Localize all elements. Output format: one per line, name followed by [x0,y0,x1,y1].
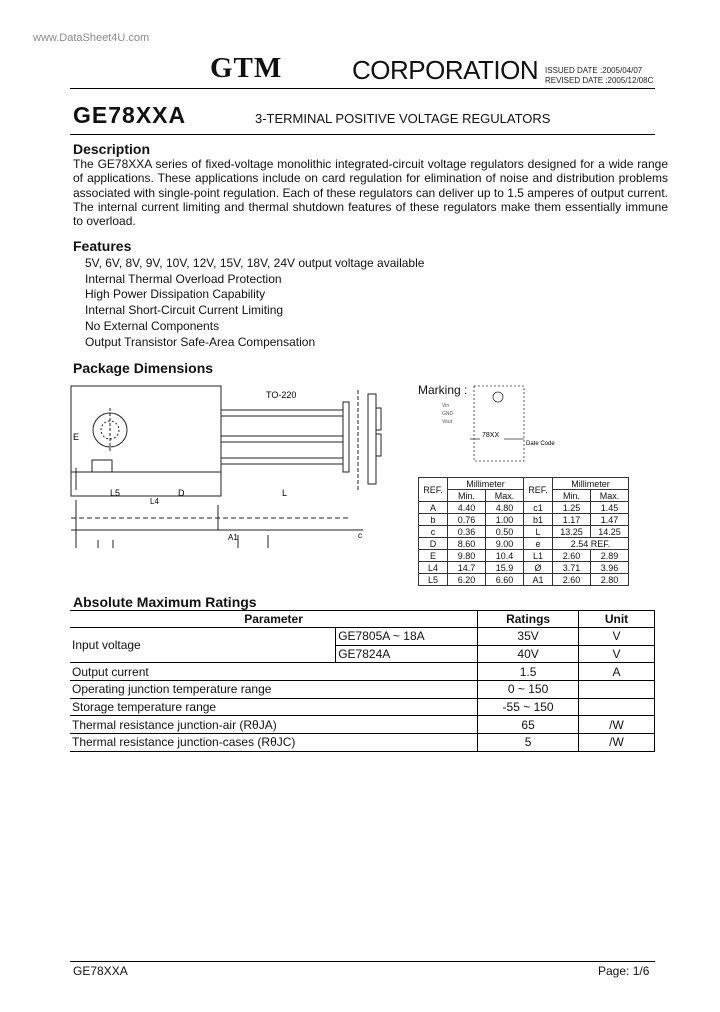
dim-cell: 14.7 [448,562,486,574]
table-row [419,562,629,574]
ratings-heading: Absolute Maximum Ratings [73,594,257,610]
dim-cell: 0.50 [486,526,524,538]
product-subtitle: 3-TERMINAL POSITIVE VOLTAGE REGULATORS [255,111,551,126]
param-cell: Thermal resistance junction-air (RθJA) [70,716,478,734]
value-cell: 5 [478,734,579,752]
feature-item: Output Transistor Safe-Area Compensation [85,334,316,349]
package-heading: Package Dimensions [73,360,214,376]
millimeter-header: Millimeter [448,478,524,490]
unit-cell: A [579,663,655,681]
l4-label: L4 [150,497,159,506]
dim-cell: 1.00 [486,514,524,526]
table-row [419,514,629,526]
dim-cell: 6.60 [486,574,524,586]
company-logo: GTM [210,52,283,84]
value-cell: 65 [478,716,579,734]
table-row [70,663,655,681]
param-cell: Operating junction temperature range [70,681,478,699]
table-row [70,681,655,699]
table-row [419,574,629,586]
dim-cell: L5 [419,574,448,586]
value-cell: 1.5 [478,663,579,681]
c-label: c [358,531,362,540]
sub-cell: GE7805A ~ 18A [336,628,478,646]
table-row [419,538,629,550]
dim-cell: 10.4 [486,550,524,562]
dim-cell: 0.76 [448,514,486,526]
dim-cell: 13.25 [553,526,591,538]
dim-cell: L4 [419,562,448,574]
header-rule [70,88,655,89]
marking-label: Marking : [418,383,468,397]
svg-text:Vin: Vin [442,403,450,409]
dim-cell: 2.60 [553,550,591,562]
dim-cell: 9.80 [448,550,486,562]
marking-drawing [440,383,560,468]
dim-cell: 3.96 [591,562,629,574]
dim-cell: c1 [524,502,553,514]
unit-cell: V [579,628,655,646]
d-label: D [178,488,185,498]
feature-item: Internal Thermal Overload Protection [85,271,282,286]
l-label: L [282,488,288,498]
sub-cell: GE7824A [336,645,478,663]
page-number: Page: 1/6 [598,964,650,978]
dim-cell: A [419,502,448,514]
e-label: E [73,432,80,442]
unit-header: Unit [579,611,655,628]
revised-date: REVISED DATE :2005/12/08C [545,76,654,85]
max-header: Max. [591,490,629,502]
feature-item: No External Components [85,318,220,333]
unit-cell [579,698,655,716]
table-row [70,698,655,716]
dim-cell: 2.60 [553,574,591,586]
document-dates [545,66,653,86]
unit-cell: V [579,645,655,663]
features-list [85,256,424,350]
param-cell: Output current [70,663,478,681]
corporation-title: CORPORATION [352,55,539,85]
parameter-header: Parameter [70,611,478,628]
dimension-table [418,477,629,586]
min-header: Min. [448,490,486,502]
dim-cell: L1 [524,550,553,562]
marking-part: 78XX [482,432,500,439]
footer-rule [70,961,655,962]
ratings-table [70,610,655,752]
dim-cell: 1.17 [553,514,591,526]
side-view [368,394,376,484]
dim-cell: 2.54 REF. [553,538,629,550]
dim-cell: e [524,538,553,550]
dim-cell: 4.40 [448,502,486,514]
product-name: GE78XXA [73,102,187,128]
table-row [419,550,629,562]
dim-cell: 1.25 [553,502,591,514]
unit-cell: /W [579,716,655,734]
a1-label: A1 [228,533,238,542]
unit-cell: /W [579,734,655,752]
dim-cell: 4.80 [486,502,524,514]
dim-cell: c [419,526,448,538]
dim-cell: 9.00 [486,538,524,550]
description-text: The GE78XXA series of fixed-voltage monolithic integrated-circuit voltage regulators designed for a wide range of applications. These applications include on card regulation for elimination of noise and distribution problems associated with single-point regulation. Each of these regulators can deliver up to 1.5 amperes of output current. The internal current limiting and thermal shutdown features of these regulators make them essentially immune to overload. [73,157,669,229]
dim-cell: 1.47 [591,514,629,526]
svg-text:Vout: Vout [442,419,453,425]
table-row [419,502,629,514]
description-heading: Description [73,141,151,157]
ratings-header: Ratings [478,611,579,628]
param-cell: Storage temperature range [70,698,478,716]
value-cell: 40V [478,645,579,663]
to220-label: TO-220 [266,390,297,400]
param-cell: Input voltage [70,628,336,663]
marking-date-code: Date Code [526,441,555,447]
watermark: www.DataSheet4U.com [33,32,150,44]
max-header: Max. [486,490,524,502]
min-header: Min. [553,490,591,502]
dim-cell: 14.25 [591,526,629,538]
dim-cell: Ø [524,562,553,574]
footer-part-number: GE78XXA [73,964,128,978]
front-view-outline [71,386,221,496]
issued-date: ISSUED DATE :2005/04/07 [545,66,643,75]
dim-cell: A1 [524,574,553,586]
features-heading: Features [73,238,132,254]
table-row [70,734,655,752]
feature-item: Internal Short-Circuit Current Limiting [85,303,284,318]
lead-tips [343,402,349,472]
dim-cell: 3.71 [553,562,591,574]
dim-cell: 15.9 [486,562,524,574]
table-row [70,716,655,734]
dim-cell: D [419,538,448,550]
l5-label: L5 [110,488,121,498]
table-row [70,628,655,646]
dim-cell: 1.45 [591,502,629,514]
dim-cell: 2.89 [591,550,629,562]
table-row [419,526,629,538]
value-cell: -55 ~ 150 [478,698,579,716]
dim-cell: 8.60 [448,538,486,550]
package-drawing [68,380,413,580]
dim-cell: 6.20 [448,574,486,586]
feature-item: 5V, 6V, 8V, 9V, 10V, 12V, 15V, 18V, 24V output voltage available [85,256,425,270]
dim-cell: b1 [524,514,553,526]
value-cell: 0 ~ 150 [478,681,579,699]
feature-item: High Power Dissipation Capability [85,287,266,302]
dim-cell: b [419,514,448,526]
unit-cell [579,681,655,699]
title-rule [70,134,655,135]
dim-cell: E [419,550,448,562]
dim-cell: L [524,526,553,538]
dim-cell: 2.80 [591,574,629,586]
value-cell: 35V [478,628,579,646]
param-cell: Thermal resistance junction-cases (RθJC) [70,734,478,752]
dim-cell: 0.36 [448,526,486,538]
svg-text:GND: GND [442,411,454,417]
millimeter-header: Millimeter [553,478,629,490]
ref-header: REF. [524,478,553,502]
ref-header: REF. [419,478,448,502]
